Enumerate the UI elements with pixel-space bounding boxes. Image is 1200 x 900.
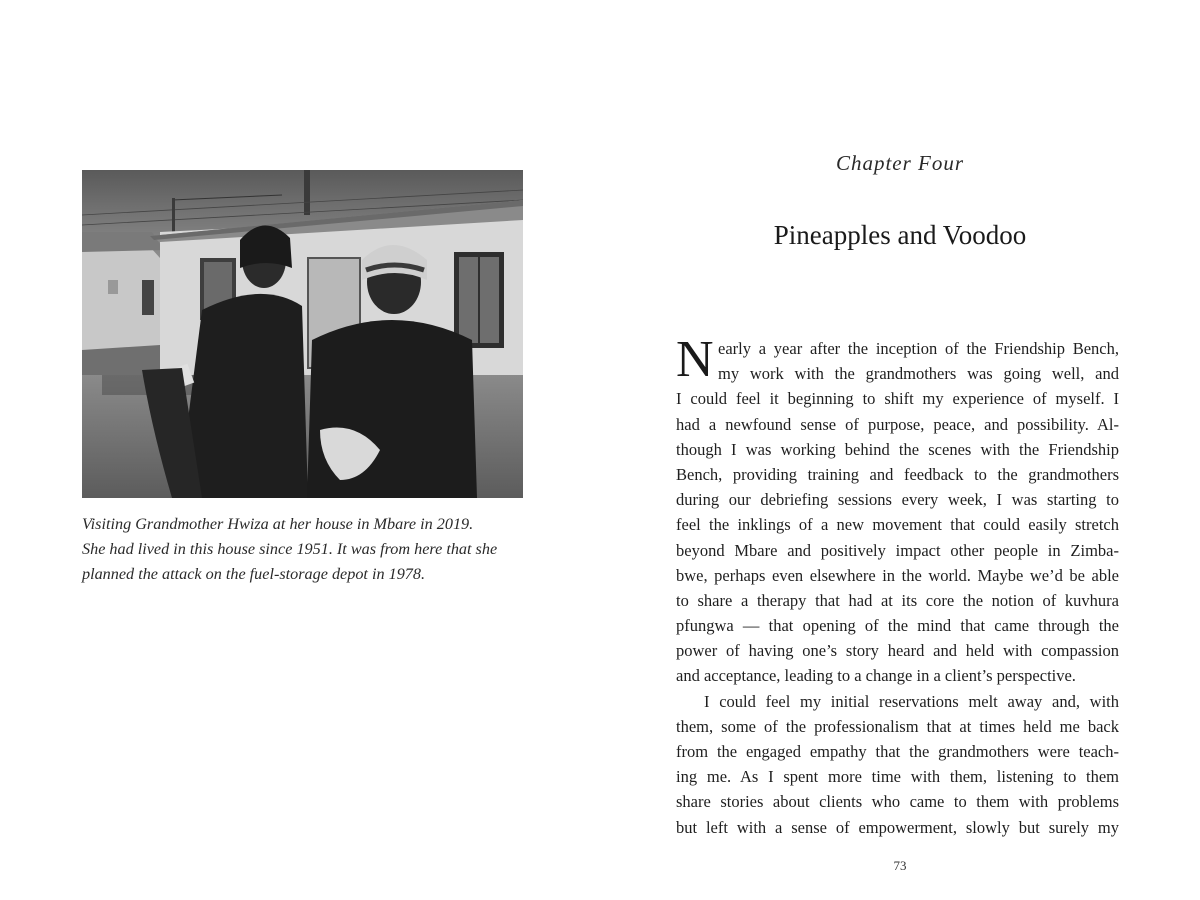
- text-line: Bench, providing training and feedback to the grandmothers: [676, 464, 1119, 484]
- text-line: share stories about clients who came to them with problems: [676, 792, 1119, 812]
- text-line: and acceptance, leading to a change in a client’s perspective.: [676, 666, 1076, 686]
- text-line: my work with the grandmothers was going well, and: [718, 364, 1119, 384]
- text-line: beyond Mbare and positively impact other people in Zimba-: [676, 540, 1119, 560]
- caption-line: planned the attack on the fuel-storage depot in 1978.: [82, 565, 426, 583]
- chapter-label: Chapter Four: [835, 151, 965, 175]
- text-line: had a newfound sense of purpose, peace, and possibility. Al-: [676, 414, 1119, 434]
- chapter-title: Pineapples and Voodoo: [773, 220, 1027, 250]
- caption-line: She had lived in this house since 1951. It was from here that she: [82, 540, 498, 558]
- text-line: power of having one’s story heard and held with compassion: [676, 641, 1119, 661]
- photo-caption: [82, 512, 523, 587]
- text-line: to share a therapy that had at its core the notion of kuvhura: [676, 590, 1119, 610]
- text-line: bwe, perhaps even elsewhere in the world. Maybe we’d be able: [676, 565, 1119, 585]
- drop-cap: N: [676, 331, 714, 388]
- page-number: 73: [893, 858, 907, 873]
- text-line: feel the inklings of a new movement that could easily stretch: [676, 515, 1119, 535]
- text-line: pfungwa — that opening of the mind that came through the: [676, 616, 1119, 636]
- photo-illustration: [82, 170, 523, 498]
- text-line: early a year after the inception of the Friendship Bench,: [718, 339, 1119, 358]
- text-line: ing me. As I spent more time with them, listening to them: [676, 767, 1119, 787]
- right-page: [600, 0, 1200, 900]
- caption-line: Visiting Grandmother Hwiza at her house in Mbare in 2019.: [82, 515, 474, 533]
- body-text: [676, 331, 1119, 840]
- text-line: though I was working behind the scenes with the Friendship: [676, 439, 1119, 459]
- text-line: during our debriefing sessions every week, I was starting to: [676, 490, 1119, 510]
- text-line: I could feel my initial reservations melt away and, with: [704, 691, 1119, 711]
- photograph: [82, 170, 523, 498]
- text-line: I could feel it beginning to shift my experience of myself. I: [676, 389, 1119, 409]
- text-line: but left with a sense of empowerment, slowly but surely my: [676, 817, 1119, 837]
- text-line: them, some of the professionalism that at times held me back: [676, 716, 1119, 736]
- text-line: from the engaged empathy that the grandmothers were teach-: [676, 742, 1119, 761]
